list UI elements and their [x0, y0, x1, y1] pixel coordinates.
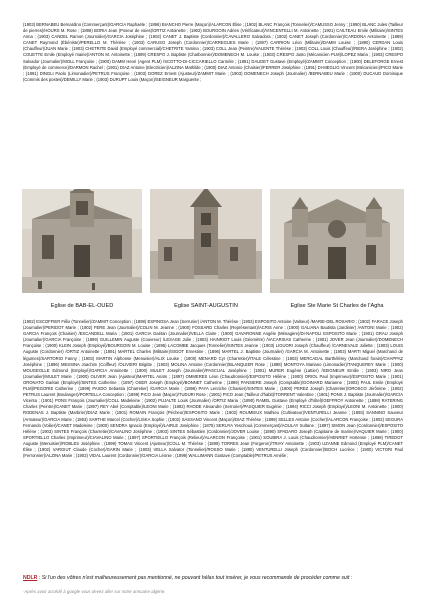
ndlr-label: NDLR: [23, 575, 38, 581]
caption-bab-el-oued: Eglise de BAB-EL-OUED: [50, 303, 114, 309]
caption-saint-augustin: Eglise SAINT-AUGUSTIN: [174, 303, 238, 309]
editor-note: [23, 575, 403, 582]
marriage-list-top: (1903) BERNABEU Bernardino (Commerçant)/GARCIA Raphaële ; (1896) BIANCHO Pierre (Maçon)/ALARCON Élise ; (1902) BLANC François (Tonnelier)/CAMUSSO Jenny ; (1890) BLANC Jules (Tailleur de pierres)/HOURS M. Rose ; (1898) BORIA Jean (Poseur de voies)/ORTIZ Antoinette ; (1902) BOURGOIN Adrien (Vérificateur)/VINCENTELLI M. Antoinette ; (1901) CAILTEAU Emile (Militaire)/SINTES Anna ; (1903) CANDEL Ramon (Journalier)/GARCIA Joséphine ; (1902) CANET J. Baptiste (Cordonnier)/CAVALLERO Salvadora ; (1902) CANET Joseph (Cordonnier)/CARDONA Antoinette ; (1889) CANET Raymond (Ébéniste)/PERELLO M. Thérèse ; (1903) CARUSO Joseph (Cordonnier)/CARREGUES Marie ; (1897) CARRION Léon (Militaire)/DAMM Louise ; (1890) CERDAN Louis (Chauffeur)/JUAN Marie ; (1903) CHETRITE David (Employé commercial)/CHETRITE Yamina ; (1903) COLL Jean (Peintre)/VALENTE Thérèse ; (1903) COLL Louis (Chauffeur)/RIERA Joséphine ; (1902) COUETTE Emile (Employé mairie)/ANTON M. Antoinette ; (1899) CRESPO J. Baptiste (Charbonnier)/DOMENECH M. Louise ; (1903) CRESPO Justo (Mécanicien PLM)/LOPEZ Maria ; (1903) CRESPO Salvador (Journalier)/MOLL Françoise ; (1900) DAMM Henri (Agent PLM) /SCOTTO-DI-CICCARIELLO Carmèle ; (1891) DAUDET Gustave (Employé)/ZAMMIT Conception ; (1900) DELEFORGE Ernest (Employé de commerce)/DARMON Rachel ; (1901) DIAZ Antoine (Electricien)/ALZINA Mathilde ; (1900) DIAZ Antonio (Chaisier)/FERRER Joséphine ; (1891) DI-MEGLIO Vincent (Mécanicien)/PICO Marie ; (1891) DINGLI Paolo (Limonadier)/PETRUS Françoise ; (1903) DOREZ Ernest (Ajusteur)/ZAMMIT Marie ; (1903) DOMENECH Joseph (Journalier) /BERNABEU Marie ; (1900) DUCAUD Dominique (Commis des postes)/DEMILLY Marie ; (1903) DURUPT Louis (Maçon)/SEIGNEUR Marguerite ;: [23, 22, 403, 82]
ndlr-text: : Si l'un des vôtres n'est malheureusement pas mentionné, ne pouvant hélas tout insérer, je vous recommande de procéder comme suit :: [38, 575, 353, 581]
caption-ste-marie: Eglise Ste Marie St Charles de l'Agha: [290, 303, 384, 309]
google-instructions: -Après avoir accédé à google vous devez aller sur notre annuaire algérie.: [23, 589, 166, 594]
marriage-list-bottom: (1902) ESCOFFIER Félix (Tonnelier)/ZAMMIT Conception ; (1898) ESPINOSA Jean (Serrurier) /ANTON M. Thérèse ; (1903) ESPOSITO Antoine (Valseur) /MARIE-DEL ROSARIO ; (1902) FARACE Joseph (Journalier)/PERIDOT Marie ; (1902) FERE Jean (Journalier)/COLIN M. Jeanne ; (1900) FOSSARD Charles (Représentant)/ACRIS Anne ; (1900) GALIANA Bautista (Jardinier) /ANTONI Marie ; (1902) GARCIA François (Chaisier) /ESCANDELL Maria ; (1901) GARCIA Gaétan (Journalier)/VELLA Claire ; (1900) GAVARONNE Angèle (Ménagère)/DI-NAPOLI ESPOSITO Marie ; (1901) GRAU Joseph (Journalier)/GARCIA Françoise ; (1899) GUILLEMIN Auguste (Couvreur) /LESAGE Julie ; (1903) HAINRIOT Louis (Géomètre) /VACARISAS Catherine ; (1901) JOVER Jean (Journalier)/DOMENECH Françoise ; (1900) KLEIN Joseph (Employé)/BOURGOIN M. Louise ; (1895) LACOMBE Jacques (Tonnelier)/SINTES Jeanne ; (1903) LIGUORI Joseph (Chauffeur) /CARNEVALE Juliette ; (1903) LOUIS Auguste (Cordonnier) /ORTIZ Antoinette ; (1891) MARTEL Charles (Militaire)/SIGOT Ernestine ; (1896) MARTEL J. Baptiste (Journalier) /GARCIA M. Antoinette ; (1903) MARTI Miguel (Marchand de légumes)/SARTORIO Fanny ; (1903) MARTIN Alphonse (Menuisier)/ALIX Louise ; (1900) MENARD Cyr (Charretier)/ITALE Célestine ; (1903) MERCADAL Barthélémy (Marchand forain)/CHAPPAZ Joséphine ; (1896) MESSINA Joachim (Coiffeur) /OLIVIERI Brigitte ; (1903) MOLINA Antoine (Cordonnier)/BLANQUIER Rose ; (1898) MONTOYA Mariano (Limonadier)/TANQUEREY Marie ; (1900) MOUGEOLLE Edmond (Employé)/GARCIA Antoinette ; (1900) MULET Joseph (Journalier)/PASCUAL Joséphine ; (1901) MURER Eugène (Lattier) /SEIGNEUR Emilie ; (1903) NIRO Jean (Journalier)/MULET Marie ; (1900) OLIVER Jean (Ajusteur)/MARTEL Anaïs ; (1897) OMMERES Léon (Chaudronnier)/ESPOSITO Hélène ; (1900) ORIOL Paul (Imprimeur)/ESPOSITO Marie ; (1901) ORONATO Gaétan (Employé)/SINTES Catherine ; (1897) OSER Joseph (Employé)/BONNET Catherine ; (1899) PANSIERE Joseph (Comptable)/GOINARD Marianne ; (1903) PAUL Emile (Employé PLM)/PEGORIE Catherine ; (1899) PAXDO Sebastia (Charretier) /GARCIA Marie ; (1896) PAYA Lenriche (Chaisier)/SINTES Marie ; (1900) PEREZ Joseph (Charretier)/OROSCO Jérônime ; (1902) PETRUS Laurent (Boulanger)/PORTELLA Conception ; (1899) PICO Jean (Maçon)/TUDURI Rose ; (1901) PICO Jean (Tailleur d'habit)/TORRENT Valentine ; (1901) PONS J. Baptiste (Journalier)/GARCIA Vicenta ; (1901) PONS François (Journalier)/COLL Madeleine ; (1902) PUJALTE Louis (Journalier) /ORTIZ Maria ; (1890) RAMEL Gustave (Employé d'hôtel)/GEFFROY Antoinette ; (1898) RATERING Charles (Peintre)/CANET Marie ; (1897) REY Abel (Comptable)/LEONI Marie ; (1892) RHODE Alexandre (Serrurier)/PASQUIER Eugénie ; (1894) RICCI Joseph (Employé)/LEONI M. Antoinette ; (1900) RODENAS J. Baptiste (Marbrier)/DIAZ Marie ; (1901) ROMAIN François (Pécheur)/ESPOSITO Marie ; (1902) ROUMIEUX Mathieu (Cultivateur)/VENTURELLI Jeanne ; (1893) SANNINO Sauveur (Armateur)/GARCIA Marie ; (1863) SARTHE Marcel (Cocher)/LISKA Sophie ; (1902) SASSANO Vincent (Maçon)/DIAZ Thérèse ; (1899) SELLES Antoine (Cocher)/ALARCON Françoise ; (1902) SEGURA Fernando (Voilier)/CANET Madeleine ; (1900) SENDRA Ignacio (Employé)/LAIRLE Joséphine ; (1875) SERUYA Yeschouà (Commerçant)/AOULAY Sultane ; (1897) SIMON Jean (Cordonnier)/ESPOSITO Hélène ; (1903) SINTES François (Charretier)/CAVALINO Joséphine ; (1903) SINTES Sébastien (Cordonnier)/JOVER Louise ; (1890) SPADARO Joseph (Capitaine de marine)/VAQUIER Marie ; (1900) SPORTIELLO Charles (Imprimeur)/CIAVALINO Marie ; (1897) SPORTIELLO François (Relieur)/ALARCON Françoise ; (1901) SOUBIRA J. Louis (Chaudronnier)/HENRIET Hortense ; (1898) TIREDOT Auguste (Menuisier)/ROBLES Joséphine ; (1899) TOMAS Vincent (Ajusteur)/COLL M. Thérèse ; (1899) TORRES Jean (Forgeron)/TRIAY Antoinette ; (1903) UZANNE Edmond (Employé PLM)/CANET Élise ; (1902) VARGIUT Claude (Cocher)/GARIN Marie ; (1903) VELLA Salvator (Tonnelier)/ROSSO Marie ; (1880) VENTURELLI Joseph (Cordonnier)/BOCH Lucrèce ; (1900) VICTORI Paul (Ferronnier)/ALZINA Marie ; (1902) VIDAL Laurent (Cordonnier)/GARCIA Léonie ; (1899) WALLIMANN Gustave (Comptable)/PETRUS Amélie ;: [23, 319, 403, 459]
church-ste-marie-st-charles-photo: [270, 189, 404, 293]
church-bab-el-oued-photo: [22, 189, 142, 293]
church-saint-augustin-photo: [150, 189, 262, 293]
